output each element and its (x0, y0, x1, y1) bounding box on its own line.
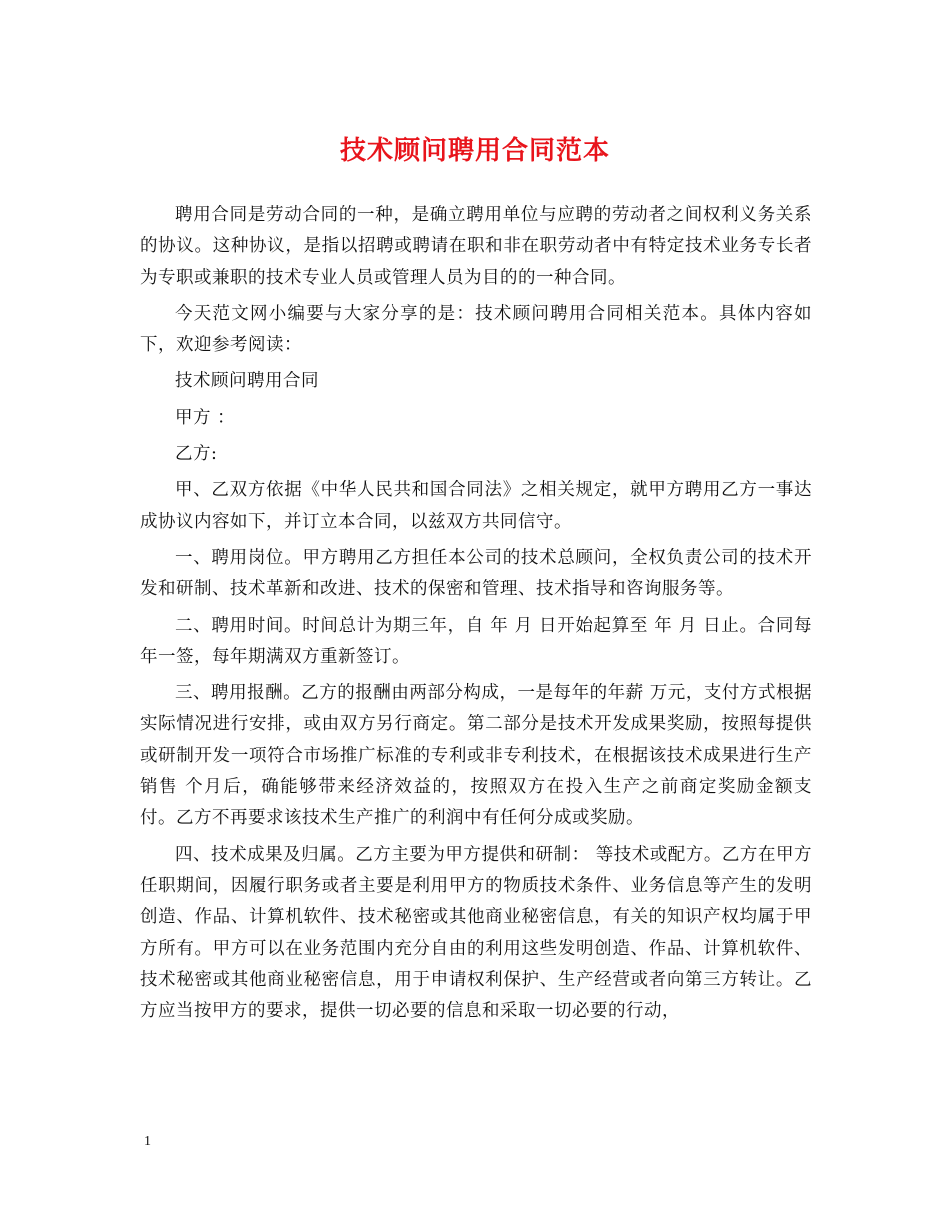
clause-4-ownership: 四、技术成果及归属。乙方主要为甲方提供和研制： 等技术或配方。乙方在甲方任职期间，因履行职务或者主要是利用甲方的物质技术条件、业务信息等产生的发明创造、作品、计算机软件、技术秘密或其他商业秘密信息，有关的知识产权均属于甲方所有。甲方可以在业务范围内充分自由的利用这些发明创造、作品、计算机软件、技术秘密或其他商业秘密信息，用于申请权利保护、生产经营或者向第三方转让。乙方应当按甲方的要求，提供一切必要的信息和采取一切必要的行动， (140, 844, 812, 1022)
paragraph-intro: 聘用合同是劳动合同的一种，是确立聘用单位与应聘的劳动者之间权利义务关系的协议。这种协议，是指以招聘或聘请在职和非在职劳动者中有特定技术业务专长者为专职或兼职的技术专业人员或管理人员为目的的一种合同。 (140, 205, 812, 288)
document-body (140, 200, 812, 1032)
document-title: 技术顾问聘用合同范本 (339, 136, 610, 166)
paragraph-agreement: 甲、乙双方依据《中华人民共和国合同法》之相关规定，就甲方聘用乙方一事达成协议内容如下，并订立本合同，以兹双方共同信守。 (140, 480, 812, 532)
clause-3-compensation: 三、聘用报酬。乙方的报酬由两部分构成，一是每年的年薪 万元，支付方式根据实际情况进行安排，或由双方另行商定。第二部分是技术开发成果奖励，按照每提供或研制开发一项符合市场推广标准的专利或非专利技术，在根据该技术成果进行生产销售 个月后，确能够带来经济效益的，按照双方在投入生产之前商定奖励金额支付。乙方不再要求该技术生产推广的利润中有任何分成或奖励。 (140, 683, 812, 829)
paragraph-share: 今天范文网小编要与大家分享的是：技术顾问聘用合同相关范本。具体内容如下，欢迎参考阅读： (140, 303, 812, 356)
party-a-line: 甲方 ： (175, 407, 236, 428)
clause-1-position: 一、聘用岗位。甲方聘用乙方担任本公司的技术总顾问，全权负责公司的技术开发和研制、技术革新和改进、技术的保密和管理、技术指导和咨询服务等。 (140, 547, 812, 600)
party-b-line: 乙方: (175, 444, 218, 465)
page-number: 1 (144, 1134, 151, 1149)
clause-2-term: 二、聘用时间。时间总计为期三年，自 年 月 日开始起算至 年 月 日止。合同每年一签，每年期满双方重新签订。 (140, 615, 812, 667)
contract-heading: 技术顾问聘用合同 (175, 371, 319, 392)
